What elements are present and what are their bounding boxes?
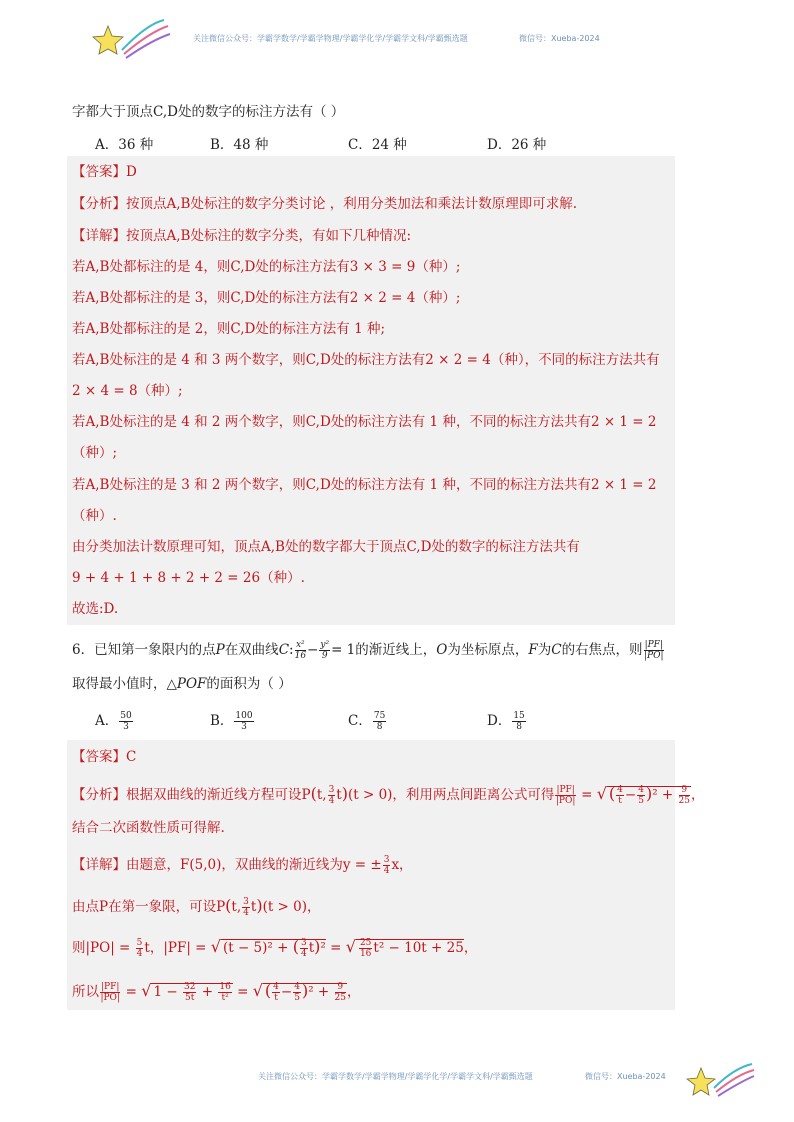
q5-detail-line: 若A,B处都标注的是 4，则C,D处的标注方法有3 × 3 = 9（种）; <box>72 259 461 275</box>
header-text: 关注微信公众号：学霸学数学/学霸学物理/学霸学化学/学霸学文科/学霸甄选题 <box>193 34 468 43</box>
q6-detail-2: 由点P在第一象限，可设P(t, $\frac{3}{4}$ t)(t > 0)， <box>72 896 321 918</box>
q6-detail-3: 则|PO| = $\frac{5}{4}$ t，|PF| = √ (t − 5)² + ( $\frac{3}{4}$ t)² = √ $\frac{25}{16}$ t² − 10t + 25， <box>72 937 478 959</box>
q5-detail-line: （种）. <box>72 508 117 524</box>
footer-text: 关注微信公众号：学霸学数学/学霸学物理/学霸学化学/学霸学文科/学霸甄选题 <box>258 1072 533 1081</box>
footer-wechat: 微信号：Xueba-2024 <box>585 1072 666 1081</box>
q6-option-b: B． $\frac{100}{3}$ <box>210 711 253 732</box>
q5-option-d: D．26 种 <box>487 137 547 153</box>
q5-detail-line: 若A,B处标注的是 3 和 2 两个数字，则C,D处的标注方法有 1 种，不同的标注方法共有2 × 1 = 2 <box>72 477 657 493</box>
q5-answer: 【答案】D <box>72 164 137 180</box>
q5-option-b: B．48 种 <box>210 137 269 153</box>
q5-option-a: A．36 种 <box>95 137 154 153</box>
q5-detail-line: 由分类加法计数原理可知，顶点A,B处的数字都大于顶点C,D处的数字的标注方法共有 <box>72 539 580 555</box>
star-logo-icon <box>686 1058 756 1104</box>
q6-analysis: 【分析】根据双曲线的渐近线方程可设P(t, $\frac{3}{4}$ t)(t > 0)，利用两点间距离公式可得 $\frac{|PF|}{|PO|}$ = √ ( $\frac{4}{t}$ − $\frac{4}{5}$ )² + $\frac{9}{25}$ ， <box>72 784 705 806</box>
q5-detail-line: 若A,B处标注的是 4 和 3 两个数字，则C,D处的标注方法有2 × 2 = 4（种），不同的标注方法共有 <box>72 352 660 368</box>
q5-detail-line: 2 × 4 = 8（种）; <box>72 383 183 399</box>
q5-option-c: C．24 种 <box>348 137 407 153</box>
q6-answer: 【答案】C <box>72 749 137 765</box>
q6-option-a: A． $\frac{50}{3}$ <box>95 711 132 732</box>
star-logo-icon <box>92 14 172 64</box>
q5-stem-tail: 字都大于顶点C,D处的数字的标注方法有（ ） <box>72 104 345 120</box>
q5-detail-line: （种）; <box>72 445 118 461</box>
q6-detail-1: 【详解】由题意，F(5,0)，双曲线的渐近线为y = ± $\frac{3}{4}$ x， <box>72 855 413 876</box>
q5-detail-line: 若A,B处都标注的是 2，则C,D处的标注方法有 1 种; <box>72 321 386 337</box>
q5-detail-line: 若A,B处都标注的是 3，则C,D处的标注方法有2 × 2 = 4（种）; <box>72 290 461 306</box>
q5-detail-line: 若A,B处标注的是 4 和 2 两个数字，则C,D处的标注方法有 1 种，不同的标注方法共有2 × 1 = 2 <box>72 414 657 430</box>
header-wechat: 微信号：Xueba-2024 <box>519 34 600 43</box>
page-header <box>0 0 794 70</box>
q5-detail-line: 9 + 4 + 1 + 8 + 2 + 2 = 26（种）. <box>72 570 305 586</box>
q5-analysis: 【分析】按顶点A,B处标注的数字分类讨论 ，利用分类加法和乘法计数原理即可求解. <box>72 196 578 212</box>
q6-option-d: D． $\frac{15}{8}$ <box>487 711 525 732</box>
q6-detail-4: 所以 $\frac{|PF|}{|PO|}$ = √ 1 − $\frac{32}{5t}$ + $\frac{16}{\text{t²}}$ = √ ( $\frac{4}{t}$ − $\frac{4}{5}$ )² + $\frac{9}{25}$ ， <box>72 981 361 1003</box>
q6-stem-line1: 6．已知第一象限内的点P在双曲线C: $\frac{\text{x²}}{16}$ − $\frac{\text{y²}}{9}$ = 1的渐近线上，O为坐标原点，F为C的右焦点，则 $\frac{|PF|}{|PO|}$ <box>72 640 664 661</box>
q5-detail-line: 故选:D. <box>72 601 119 617</box>
q5-detail-line: 【详解】按顶点A,B处标注的数字分类，有如下几种情况: <box>72 228 412 244</box>
q6-option-c: C． $\frac{75}{8}$ <box>348 711 386 732</box>
q6-stem-line2: 取得最小值时，△POF的面积为（ ） <box>72 676 292 692</box>
q6-analysis-2: 结合二次函数性质可得解. <box>72 820 225 836</box>
